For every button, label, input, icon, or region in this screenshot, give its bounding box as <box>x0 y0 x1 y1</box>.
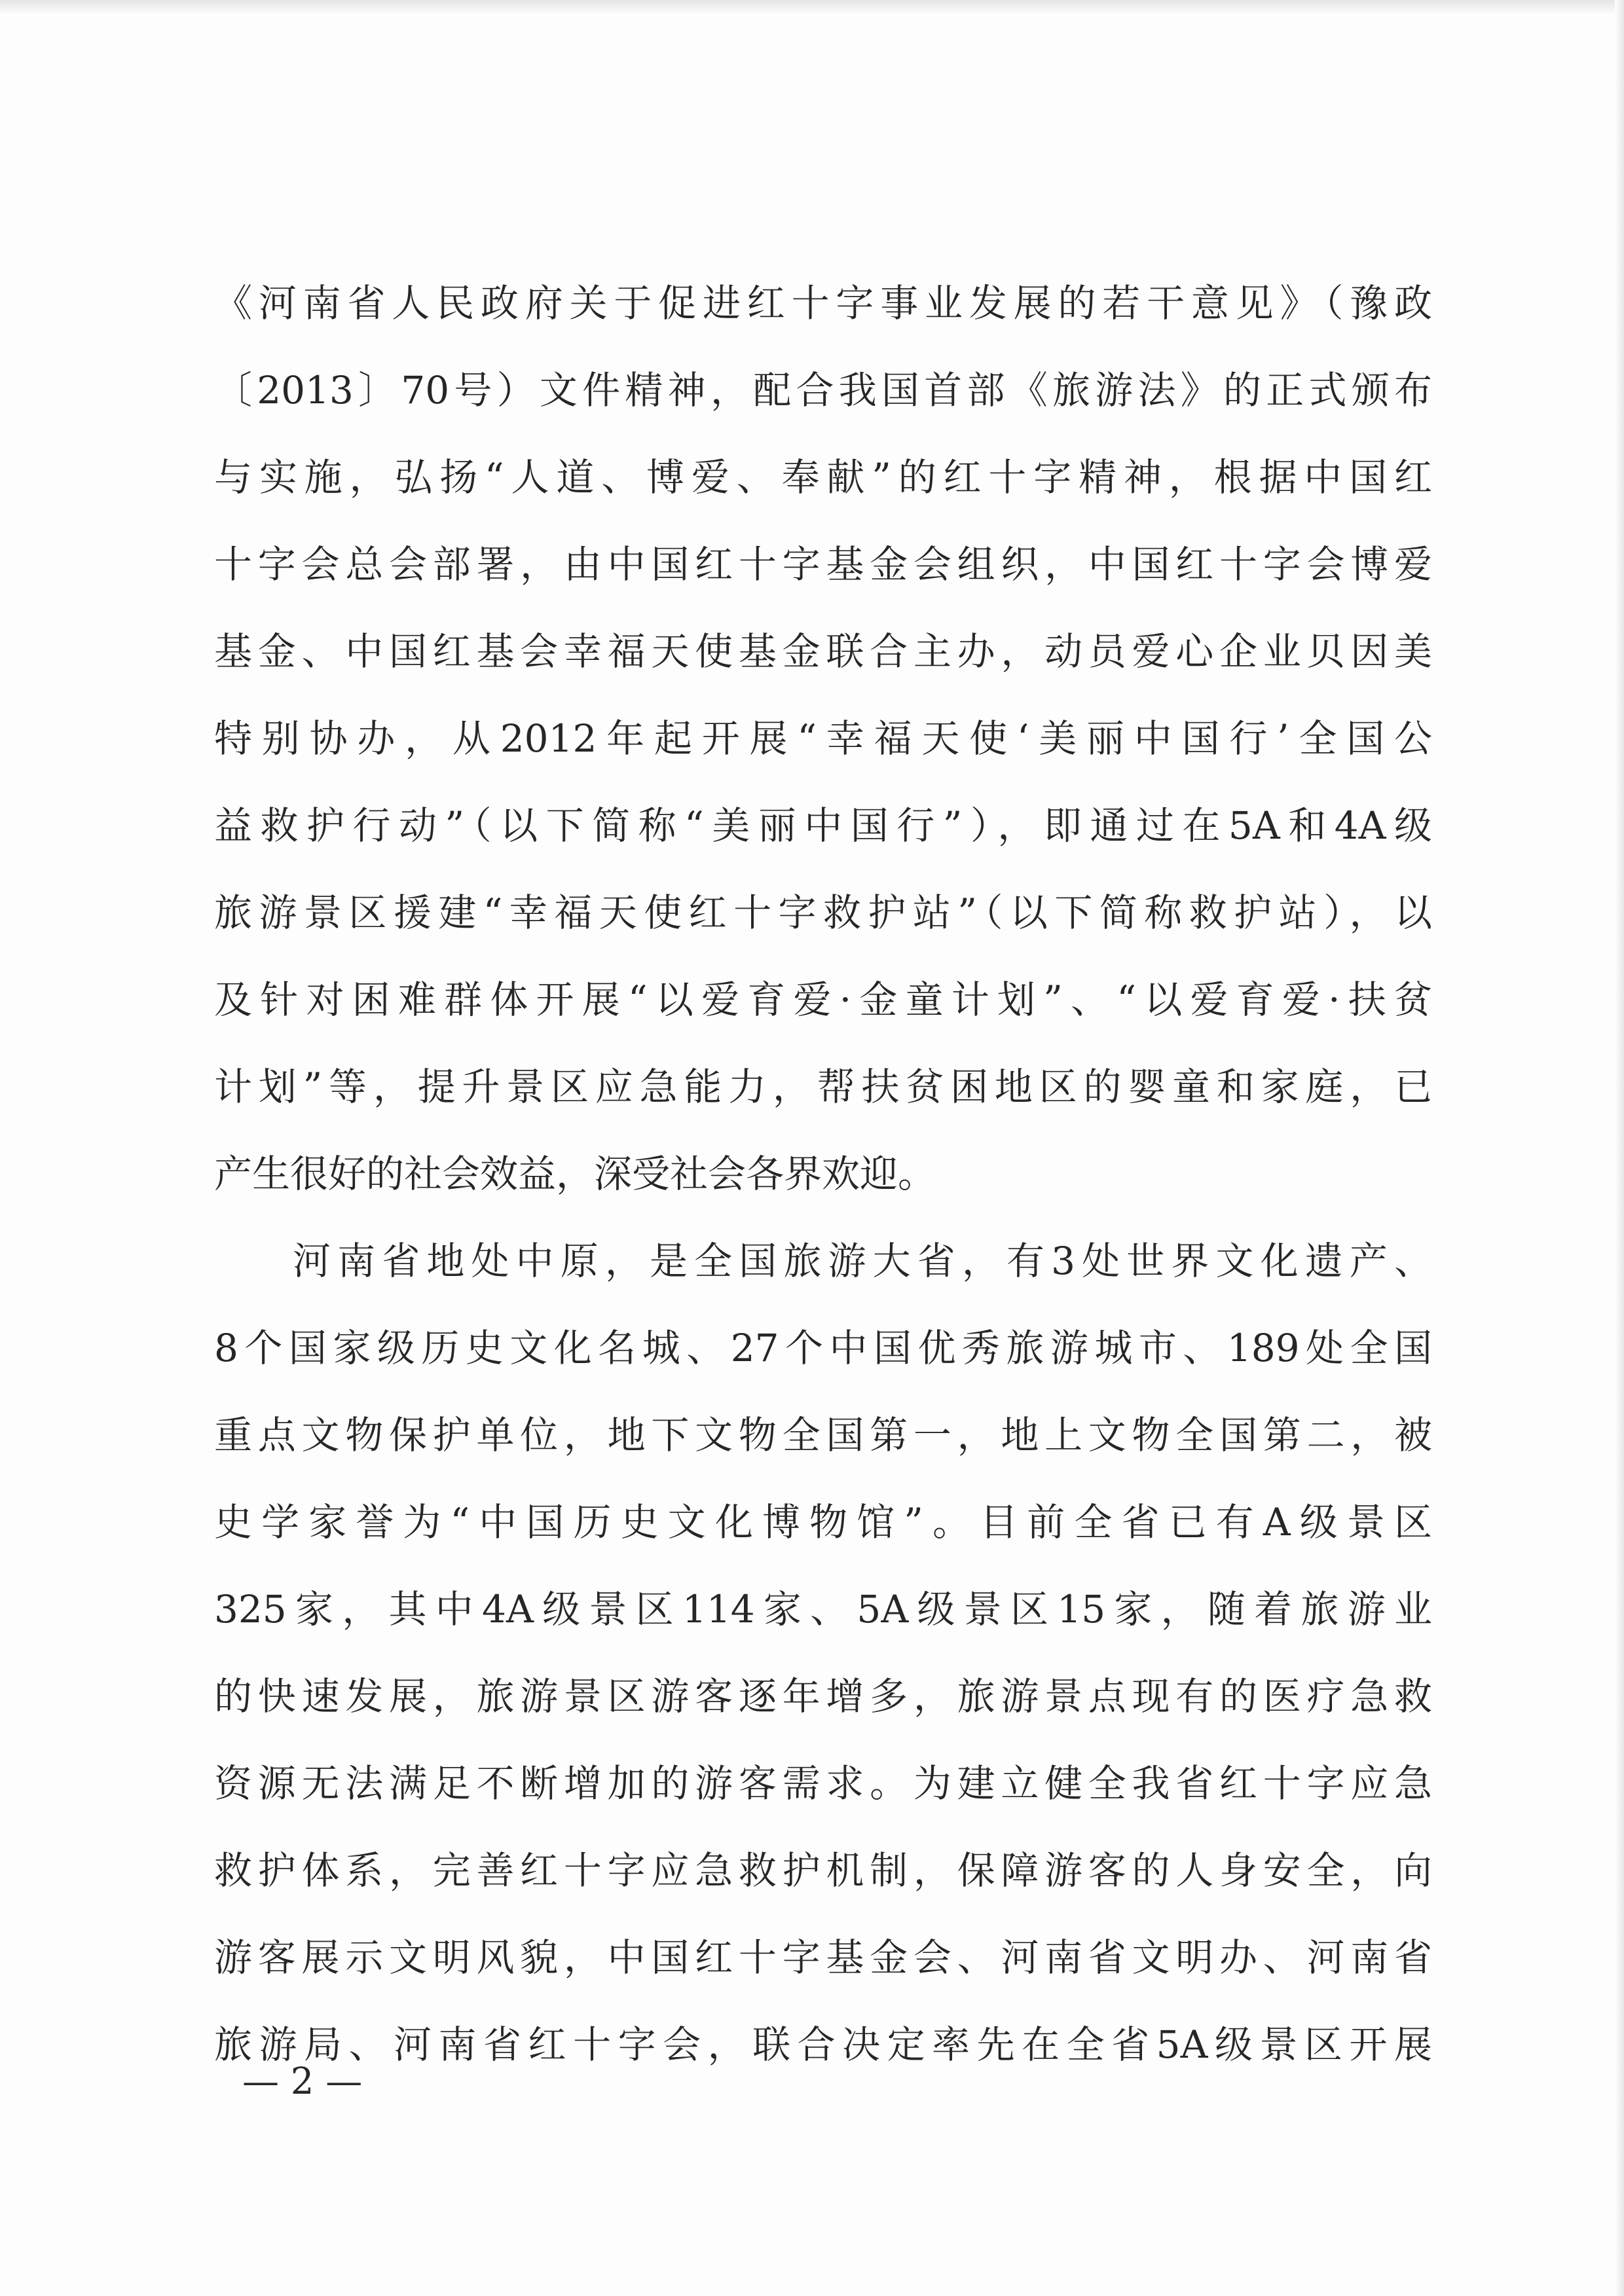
body-line-8: 旅游景区援建“幸福天使红十字救护站”（以下简称救护站），以 <box>214 890 1432 935</box>
body-line-17: 的快速发展，旅游景区游客逐年增多，旅游景点现有的医疗急救 <box>214 1674 1432 1719</box>
body-line-20: 游客展示文明风貌，中国红十字基金会、河南省文明办、河南省 <box>214 1935 1432 1980</box>
body-line-1: 《河南省人民政府关于促进红十字事业发展的若干意见》（豫政 <box>214 281 1432 325</box>
body-line-5: 基金、中国红基会幸福天使基金联合主办，动员爱心企业贝因美 <box>214 629 1432 674</box>
body-line-7: 益救护行动”（以下简称“美丽中国行”），即通过在5A和4A级 <box>214 803 1432 848</box>
scan-top-edge <box>0 0 1624 14</box>
body-line-11: 产生很好的社会效益，深受社会各界欢迎。 <box>214 1152 936 1196</box>
body-line-3: 与实施，弘扬“人道、博爱、奉献”的红十字精神，根据中国红 <box>214 455 1432 500</box>
body-line-18: 资源无法满足不断增加的游客需求。为建立健全我省红十字应急 <box>214 1761 1432 1806</box>
body-line-15: 史学家誉为“中国历史文化博物馆”。目前全省已有A级景区 <box>214 1500 1432 1544</box>
body-line-16: 325家，其中4A级景区114家、5A级景区15家，随着旅游业 <box>214 1587 1432 1631</box>
body-line-14: 重点文物保护单位，地下文物全国第一，地上文物全国第二，被 <box>214 1413 1432 1457</box>
body-line-6: 特别协办，从2012年起开展“幸福天使‘美丽中国行’全国公 <box>214 716 1432 761</box>
body-line-2: 〔2013〕70号）文件精神，配合我国首部《旅游法》的正式颁布 <box>214 368 1432 412</box>
body-line-9: 及针对困难群体开展“以爱育爱·金童计划”、“以爱育爱·扶贫 <box>214 977 1432 1022</box>
page-number: — 2 — <box>242 2060 363 2103</box>
body-line-19: 救护体系，完善红十字应急救护机制，保障游客的人身安全，向 <box>214 1848 1432 1893</box>
scan-right-edge <box>1615 0 1624 2296</box>
body-line-12: 河南省地处中原，是全国旅游大省，有3处世界文化遗产、 <box>293 1239 1432 1283</box>
body-line-4: 十字会总会部署，由中国红十字基金会组织，中国红十字会博爱 <box>214 542 1432 587</box>
body-line-10: 计划”等，提升景区应急能力，帮扶贫困地区的婴童和家庭，已 <box>214 1065 1432 1109</box>
body-line-21: 旅游局、河南省红十字会，联合决定率先在全省5A级景区开展 <box>214 2022 1432 2067</box>
body-line-13: 8个国家级历史文化名城、27个中国优秀旅游城市、189处全国 <box>214 1326 1432 1370</box>
